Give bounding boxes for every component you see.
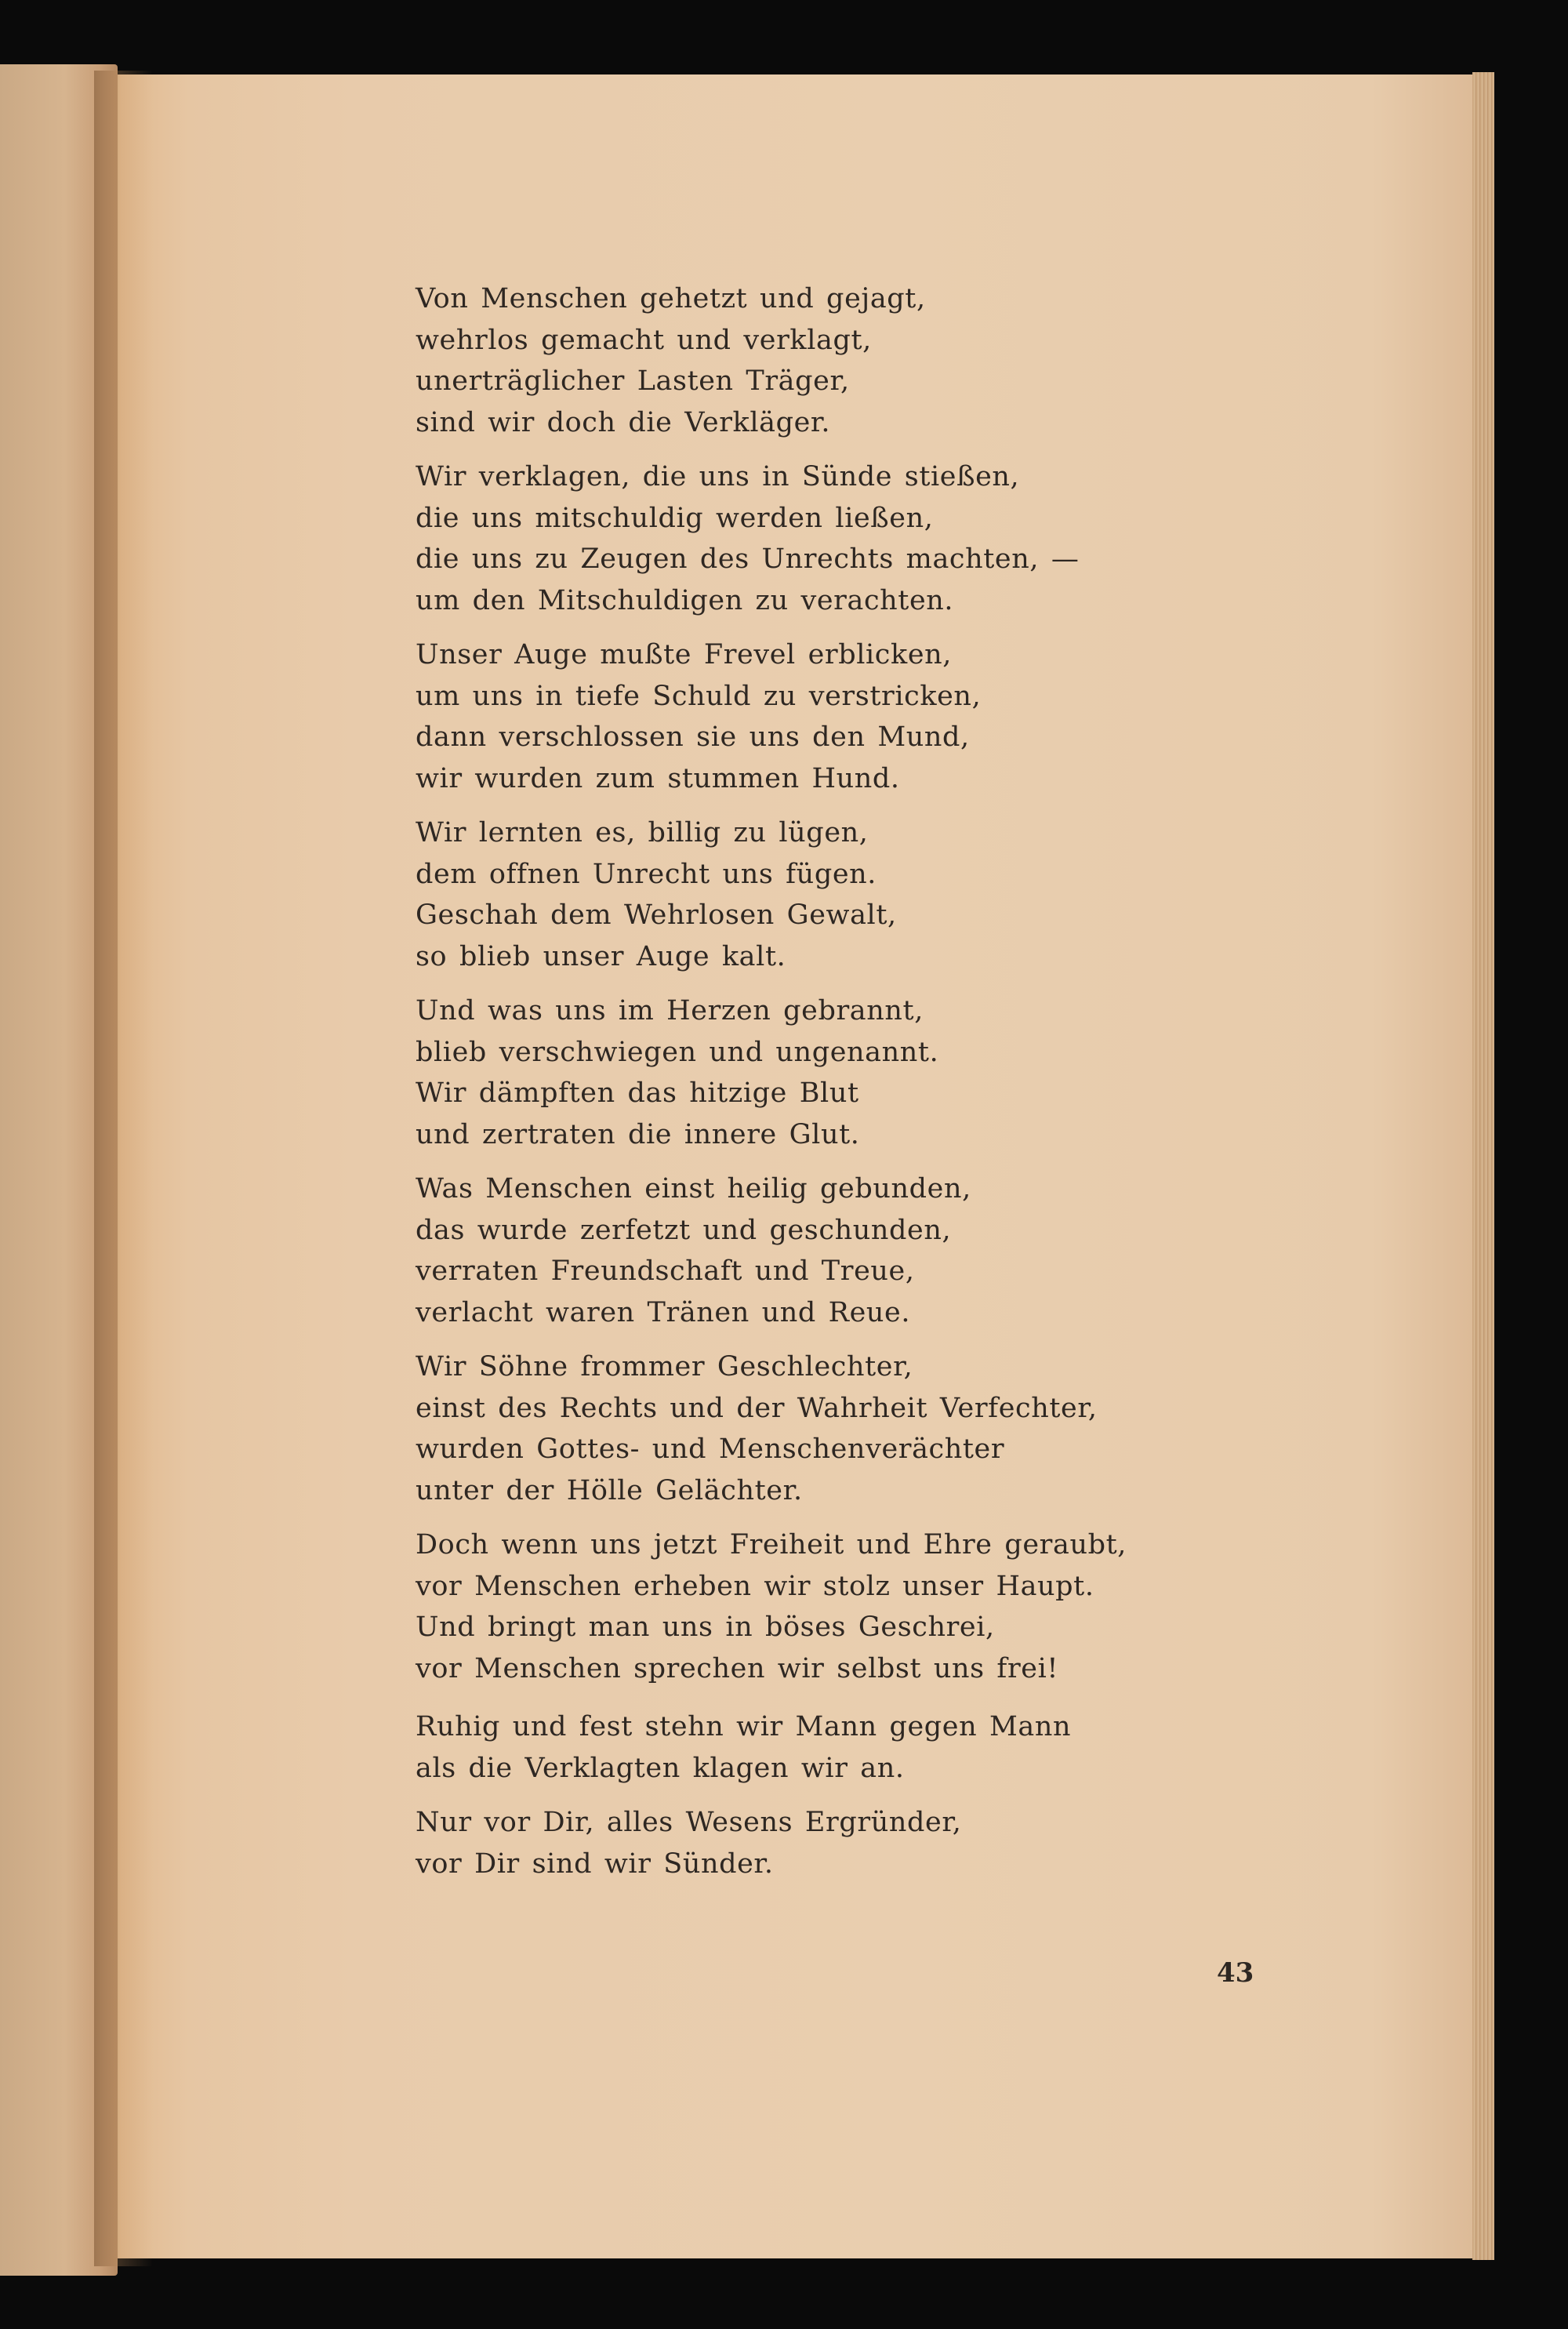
poem-line: Geschah dem Wehrlosen Gewalt, bbox=[416, 899, 897, 931]
poem-line: vor Dir sind wir Sünder. bbox=[416, 1848, 774, 1880]
poem-line: sind wir doch die Verkläger. bbox=[416, 406, 831, 438]
poem bbox=[416, 278, 1356, 1898]
poem-line: verraten Freundschaft und Treue, bbox=[416, 1255, 915, 1287]
page-stack-edge bbox=[1472, 72, 1494, 2260]
poem-line: blieb verschwiegen und ungenannt. bbox=[416, 1036, 939, 1068]
poem-line: Und was uns im Herzen gebrannt, bbox=[416, 995, 924, 1026]
poem-line: die uns mitschuldig werden ließen, bbox=[416, 502, 934, 534]
poem-line: Ruhig und fest stehn wir Mann gegen Mann bbox=[416, 1711, 1072, 1742]
poem-line: wehrlos gemacht und verklagt, bbox=[416, 324, 872, 356]
poem-line: wir wurden zum stummen Hund. bbox=[416, 762, 900, 794]
poem-line: Wir Söhne frommer Geschlechter, bbox=[416, 1351, 913, 1383]
poem-line: Was Menschen einst heilig gebunden, bbox=[416, 1173, 971, 1204]
poem-line: Und bringt man uns in böses Geschrei, bbox=[416, 1611, 995, 1643]
gutter-shadow bbox=[94, 71, 153, 2266]
stanza-4 bbox=[416, 812, 1356, 977]
poem-line: Doch wenn uns jetzt Freiheit und Ehre geraubt, bbox=[416, 1529, 1127, 1561]
poem-line: vor Menschen sprechen wir selbst uns frei! bbox=[416, 1652, 1059, 1684]
poem-line: wurden Gottes- und Menschenverächter bbox=[416, 1433, 1005, 1465]
stanza-9 bbox=[416, 1706, 1356, 1789]
stanza-10 bbox=[416, 1802, 1356, 1884]
page-number: 43 bbox=[1217, 1957, 1254, 1989]
poem-line: einst des Rechts und der Wahrheit Verfechter, bbox=[416, 1392, 1098, 1424]
poem-line: Von Menschen gehetzt und gejagt, bbox=[416, 283, 926, 314]
stanza-6 bbox=[416, 1168, 1356, 1333]
poem-line: Wir verklagen, die uns in Sünde stießen, bbox=[416, 461, 1020, 492]
poem-line: um uns in tiefe Schuld zu verstricken, bbox=[416, 680, 982, 712]
poem-line: Nur vor Dir, alles Wesens Ergründer, bbox=[416, 1807, 962, 1838]
poem-line: um den Mitschuldigen zu verachten. bbox=[416, 584, 954, 616]
stanza-1 bbox=[416, 278, 1356, 443]
stanza-5 bbox=[416, 990, 1356, 1155]
stanza-8 bbox=[416, 1524, 1356, 1689]
stanza-7 bbox=[416, 1346, 1356, 1511]
poem-line: das wurde zerfetzt und geschunden, bbox=[416, 1214, 952, 1246]
poem-line: und zertraten die innere Glut. bbox=[416, 1118, 860, 1150]
poem-line: Wir dämpften das hitzige Blut bbox=[416, 1077, 859, 1109]
poem-line: unter der Hölle Gelächter. bbox=[416, 1474, 803, 1506]
poem-line: so blieb unser Auge kalt. bbox=[416, 940, 786, 972]
poem-line: Wir lernten es, billig zu lügen, bbox=[416, 817, 869, 848]
poem-line: die uns zu Zeugen des Unrechts machten, — bbox=[416, 543, 1080, 575]
poem-line: Unser Auge mußte Frevel erblicken, bbox=[416, 639, 953, 670]
stanza-2 bbox=[416, 456, 1356, 621]
stanza-3 bbox=[416, 634, 1356, 799]
poem-line: dem offnen Unrecht uns fügen. bbox=[416, 858, 877, 890]
poem-line: verlacht waren Tränen und Reue. bbox=[416, 1296, 911, 1328]
poem-line: als die Verklagten klagen wir an. bbox=[416, 1752, 905, 1784]
poem-line: unerträglicher Lasten Träger, bbox=[416, 365, 850, 397]
poem-line: dann verschlossen sie uns den Mund, bbox=[416, 721, 970, 753]
poem-line: vor Menschen erheben wir stolz unser Haupt. bbox=[416, 1570, 1094, 1602]
